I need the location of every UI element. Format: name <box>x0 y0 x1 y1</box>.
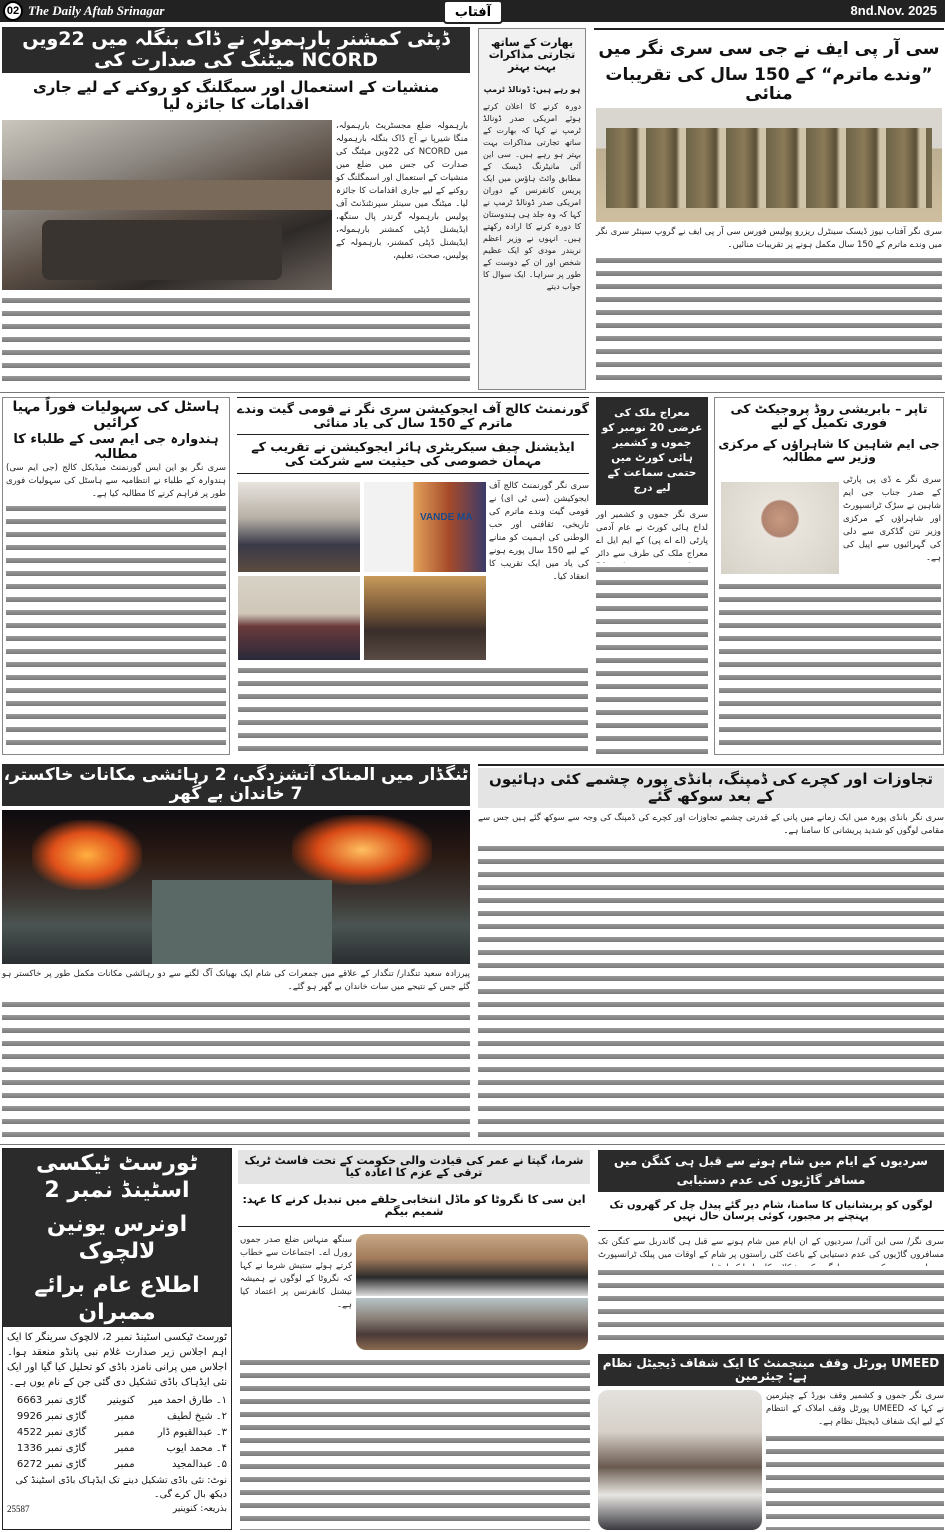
sharma-headline: شرما، گپتا نے عمر کی قیادت والی حکومت کے تحت فاسٹ ٹریک ترقی کے عزم کا اعادہ کیا <box>238 1150 590 1184</box>
crpf-headline-line1: سی آر پی ایف نے جی سی سری نگر میں <box>598 39 940 60</box>
notice-title <box>3 1149 231 1327</box>
member-vehicle: گاڑی نمبر 9926 <box>16 1411 87 1422</box>
notice-note: نوٹ: نئی باڈی تشکیل دینے تک ایڈہاک باڈی اسٹینڈ کی دیکھ بال کرے گی۔ <box>15 1475 227 1500</box>
trump-headline: بھارت کے ساتھ تجارتی مذاکرات بہت بہتر <box>488 35 576 74</box>
ad-number: 25587 <box>7 1504 30 1514</box>
trump-body: دورہ کرنے کا اعلان کرتے ہوئے امریکی صدر ڈونالڈ ٹرمپ نے کہا کہ بھارت کے ساتھ تجارتی مذاکرات بہت بہتر ہو رہے ہیں۔ سی این آئی مانیٹرنگ ڈیسک کے مطابق وائٹ ہاؤس میں ایک پریس کانفرنس کے دوران امریکی صدر ڈونالڈ ٹرمپ نے کہا کہ وہ جلد ہی ہندوستان کا دورہ کرنے کا ارادہ رکھتے ہیں۔ انہوں نے وزیر اعظم نریندر مودی کو ایک عظیم شخص اور ان کے دوست کے طور پر سراہا۔ ایک سوال کا جواب دیتے <box>483 102 581 291</box>
sharma-photo-2 <box>356 1298 588 1350</box>
vande-banner-text: VANDE MA <box>420 512 473 523</box>
member-vehicle: گاڑی نمبر 4522 <box>16 1427 87 1438</box>
umeed-body: سری نگر جموں و کشمیر وقف بورڈ کے چیئرمین نے کہا کہ UMEED پورٹل وقف املاک کے انتظام کے لیے ایک شفاف ڈیجیٹل نظام ہے۔ <box>766 1391 944 1427</box>
college-photo-4 <box>364 576 486 660</box>
crpf-parade-photo <box>596 108 942 222</box>
notice-title-line1: ٹورسٹ ٹیکسی اسٹینڈ نمبر 2 <box>36 1150 198 1203</box>
member-row <box>3 1393 231 1409</box>
college-body: سری نگر گورنمنٹ کالج آف ایجوکیشن (سی ٹی ای) نے قومی گیت وندے ماترم کی تاریخی، ثقافتی اور حب الوطنی کی اہمیت کو منانے کے لیے 150 سال پورے ہونے کی یاد میں ایک تقریب کا انعقاد کیا۔ <box>489 481 589 582</box>
notice-members <box>3 1393 231 1473</box>
kangan-subhead: لوگوں کو پریشانیاں کا سامنا، شام دیر گئے پیدل چل کر گھروں تک پہنچنے پر مجبور، کوئی پرسان حال نہیں <box>609 1199 933 1222</box>
crpf-headline-line2: ”وندے ماترم“ کے 150 سال کی تقریبات منائی <box>605 64 933 104</box>
fire-body: پیرزادہ سعید تنگدار/ تنگدار کے علاقے میں جمعرات کی شام ایک بھیانک آگ لگنے سے دو رہائشی مکانات مکمل طور پر خاکستر ہو گئے جس کے نتیجے میں سات خاندان بے گھر ہو گئے۔ <box>2 969 470 992</box>
member-row <box>3 1409 231 1425</box>
sharma-body: سنگھ منہاس ضلع صدر جموں رورل اے۔ اجتماعات سے خطاب کرتے ہوئے ستیش شرما نے کہا کہ نگروٹا کے لوگوں نے ہمیشہ نیشنل کانفرنس پر اعتماد کیا ہے۔ <box>240 1235 352 1310</box>
road-body-lines <box>719 580 941 752</box>
meraj-headline: معراج ملک کی عرضی 20 نومبر کو جموں و کشمیر ہائی کورٹ میں حتمی سماعت کے لیے درج <box>596 397 708 505</box>
hostel-story <box>2 397 230 755</box>
road-headline: تاپر – بابریشی روڈ پروجیکٹ کی فوری تکمیل کے لیے <box>730 401 928 430</box>
member-row <box>3 1425 231 1441</box>
divider <box>478 764 944 766</box>
umeed-photo <box>598 1390 762 1530</box>
crpf-body-lines <box>596 254 942 388</box>
college-headline: گورنمنٹ کالج آف ایجوکیشن سری نگر نے قومی گیت وندے ماترم کے 150 سال کی یاد منائی <box>237 401 589 430</box>
notice-title-line2: اونرس یونین لالچوک <box>46 1211 188 1264</box>
member-row <box>3 1441 231 1457</box>
ncord-meeting-photo <box>2 120 332 290</box>
member-vehicle: گاڑی نمبر 1336 <box>16 1443 87 1454</box>
sharma-subhead: این سی کا نگروٹا کو ماڈل انتخابی حلقے میں تبدیل کرنے کا عہد: شمیم بیگم <box>242 1192 586 1218</box>
meraj-body-lines <box>596 563 708 754</box>
notice-intro: ٹورسٹ ٹیکسی اسٹینڈ نمبر 2، لالچوک سرینگر کا ایک اہم اجلاس زیر صدارت غلام نبی پانڈو منعقد ہوا۔ اجلاس میں پرانی نامزد باڈی کو تحلیل کیا گیا اور ایک نئی ایڈہاک باڈی تشکیل دی گئی جن کے نام یوں ہے۔ <box>7 1332 227 1388</box>
paper-logo: آفتاب <box>443 0 503 24</box>
ncord-body-continued <box>2 294 470 388</box>
road-story <box>714 397 944 755</box>
kangan-body-lines <box>598 1266 944 1346</box>
divider <box>594 28 944 30</box>
member-role: ممبر <box>114 1459 135 1470</box>
sharma-photo-1 <box>356 1234 588 1296</box>
road-body: سری نگر ے ڈی پی پارٹی کے صدر جناب جی ایم شاہین نے سڑک ٹرانسپورٹ اور شاہراؤں کے مرکزی وزیر نتن گڈکری سے دلی کی گہرائیوں سے اپیل کی ہے۔ <box>843 475 941 563</box>
notice-signed: بذریعہ: کنوینیر <box>172 1504 227 1514</box>
college-photo-2 <box>364 482 486 572</box>
paper-name: The Daily Aftab Srinagar <box>28 3 165 18</box>
trump-sidebar <box>478 28 586 390</box>
trump-subhead: ہو رہے ہیں: ڈونالڈ ٹرمپ <box>483 84 581 94</box>
member-name: ۳۔ عبدالقیوم ڈار <box>157 1427 227 1438</box>
umeed-body-lines <box>766 1432 944 1530</box>
road-subhead: جی ایم شاہین کا شاہراؤں کے مرکزی وزیر سے مطالبہ <box>718 436 940 464</box>
divider <box>0 392 945 393</box>
kangan-headline: سردیوں کے ایام میں شام ہونے سے قبل ہی کنگن میں مسافر گاڑیوں کی عدم دستیابی <box>598 1150 944 1192</box>
member-name: ۱۔ طارق احمد میر <box>148 1395 227 1406</box>
fire-headline: ٹنگڈار میں المناک آتشزدگی، 2 رہائشی مکانات خاکستر، 7 خاندان بے گھر <box>3 764 469 804</box>
member-name: ۲۔ شیخ لطیف <box>166 1411 227 1422</box>
hostel-subhead: ہندوارہ جی ایم سی کے طلباء کا مطالبہ <box>13 432 219 462</box>
ncord-subhead: منشیات کے استعمال اور سمگلنگ کو روکنے کے لیے جاری اقدامات کا جائزہ لیا <box>32 78 440 113</box>
divider <box>598 1230 944 1231</box>
ncord-body: بارہمولہ ضلع مجسٹریٹ بارہمولہ، منگا شیرپا نے آج ڈاک بنگلہ بارہمولہ میں NCORD کی 22ویں میٹنگ کی صدارت کی جس میں ضلع میں منشیات کے استعمال اور اسمگلنگ کو روکنے کے لیے جاری اقدامات کا جائزہ لیا۔ میٹنگ میں سینئر سپرنٹنڈنٹ آف پولیس بارہمولہ گرندر پال سنگھ، ایڈیشنل ڈپٹی کمشنر بارہمولہ، ایڈیشنل ڈپٹی کمشنر، بارہمولہ کے پولیس، صحت، تعلیم، <box>336 121 468 261</box>
meraj-body: سری نگر جموں و کشمیر اور لداخ ہائی کورٹ نے عام آدمی پارٹی (اے اے پی) کے ایم ایل اے معراج ملک کی طرف سے دائر <box>596 510 708 559</box>
hostel-headline: ہاسٹل کی سہولیات فوراً مہیا کرائیں <box>12 399 220 431</box>
member-vehicle: گاڑی نمبر 6663 <box>16 1395 87 1406</box>
sharma-body-lines <box>240 1356 590 1530</box>
crpf-body: سری نگر آفتاب نیوز ڈیسک سینٹرل ریزرو پولیس فورس سی آر پی ایف نے گروپ سینٹر سری نگر میں وندے ماترم کے 150 سال مکمل ہونے پر تقریبات منائیں۔ <box>596 227 942 250</box>
fire-photo <box>2 810 470 964</box>
member-vehicle: گاڑی نمبر 6272 <box>16 1459 87 1470</box>
college-photo-3 <box>238 576 360 660</box>
member-name: ۵۔ عبدالمجید <box>172 1459 227 1470</box>
divider <box>238 1226 590 1227</box>
college-subhead: ایڈیشنل چیف سیکریٹری ہائر ایجوکیشن نے تقریب کے مہمان خصوصی کی حیثیت سے شرکت کی <box>251 438 575 468</box>
college-body-lines <box>238 664 588 754</box>
member-role: ممبر <box>114 1411 135 1422</box>
divider <box>237 473 589 474</box>
divider <box>237 434 589 435</box>
hostel-body-lines <box>6 502 226 748</box>
hostel-body: سری نگر یو این ایس گورنمنٹ میڈیکل کالج (جی ایم سی) ہندوارہ کے طلباء نے انتظامیہ سے ہاسٹل کی سہولیات فوری طور پر فراہم کرنے کا مطالبہ کیا ہے۔ <box>6 463 226 499</box>
springs-body: سری نگر بانڈی پورہ میں ایک زمانے میں پانی کے قدرتی چشمے تجاوزات اور کچرے کی ڈمپنگ کی وجہ سے سوکھ گئے ہیں جس سے مقامی لوگوں کو شدید پریشانی کا سامنا ہے۔ <box>478 813 944 836</box>
page-number: 02 <box>3 1 23 21</box>
issue-date: 8nd.Nov. 2025 <box>850 3 937 18</box>
divider <box>237 397 589 398</box>
college-photo-1 <box>238 482 360 572</box>
springs-body-lines <box>478 842 944 1140</box>
member-role: کنوینیر <box>107 1395 135 1406</box>
member-row <box>3 1457 231 1473</box>
umeed-headline: UMEED پورٹل وقف مینجمنٹ کا ایک شفاف ڈیجیٹل نظام ہے: چیئرمین <box>598 1354 944 1386</box>
ncord-headline: ڈپٹی کمشنر بارہمولہ نے ڈاک بنگلہ میں 22ویں NCORD میٹنگ کی صدارت کی <box>2 27 470 73</box>
divider <box>0 1144 945 1145</box>
kangan-body: سری نگر/ سی این آئی/ سردیوں کے ان ایام میں شام ہونے سے قبل ہی گاندربل سے کنگن تک مسافروں گاڑیوں کی عدم دستیابی کے باعث کئی راستوں پر شام کے اوقات میں پبلک ٹرانسپورٹ <box>598 1237 944 1260</box>
taxi-stand-notice-ad <box>2 1148 232 1530</box>
member-role: ممبر <box>114 1443 135 1454</box>
shaheen-portrait-photo <box>721 482 839 574</box>
member-name: ۴۔ محمد ایوب <box>166 1443 227 1454</box>
notice-footer <box>3 1503 231 1515</box>
notice-title-line3: اطلاع عام برائے ممبران <box>34 1272 200 1325</box>
springs-headline: تجاوزات اور کچرے کی ڈمپنگ، بانڈی پورہ چشمے کئی دہائیوں کے بعد سوکھ گئے <box>478 768 944 808</box>
fire-body-lines <box>2 998 470 1140</box>
member-role: ممبر <box>114 1427 135 1438</box>
